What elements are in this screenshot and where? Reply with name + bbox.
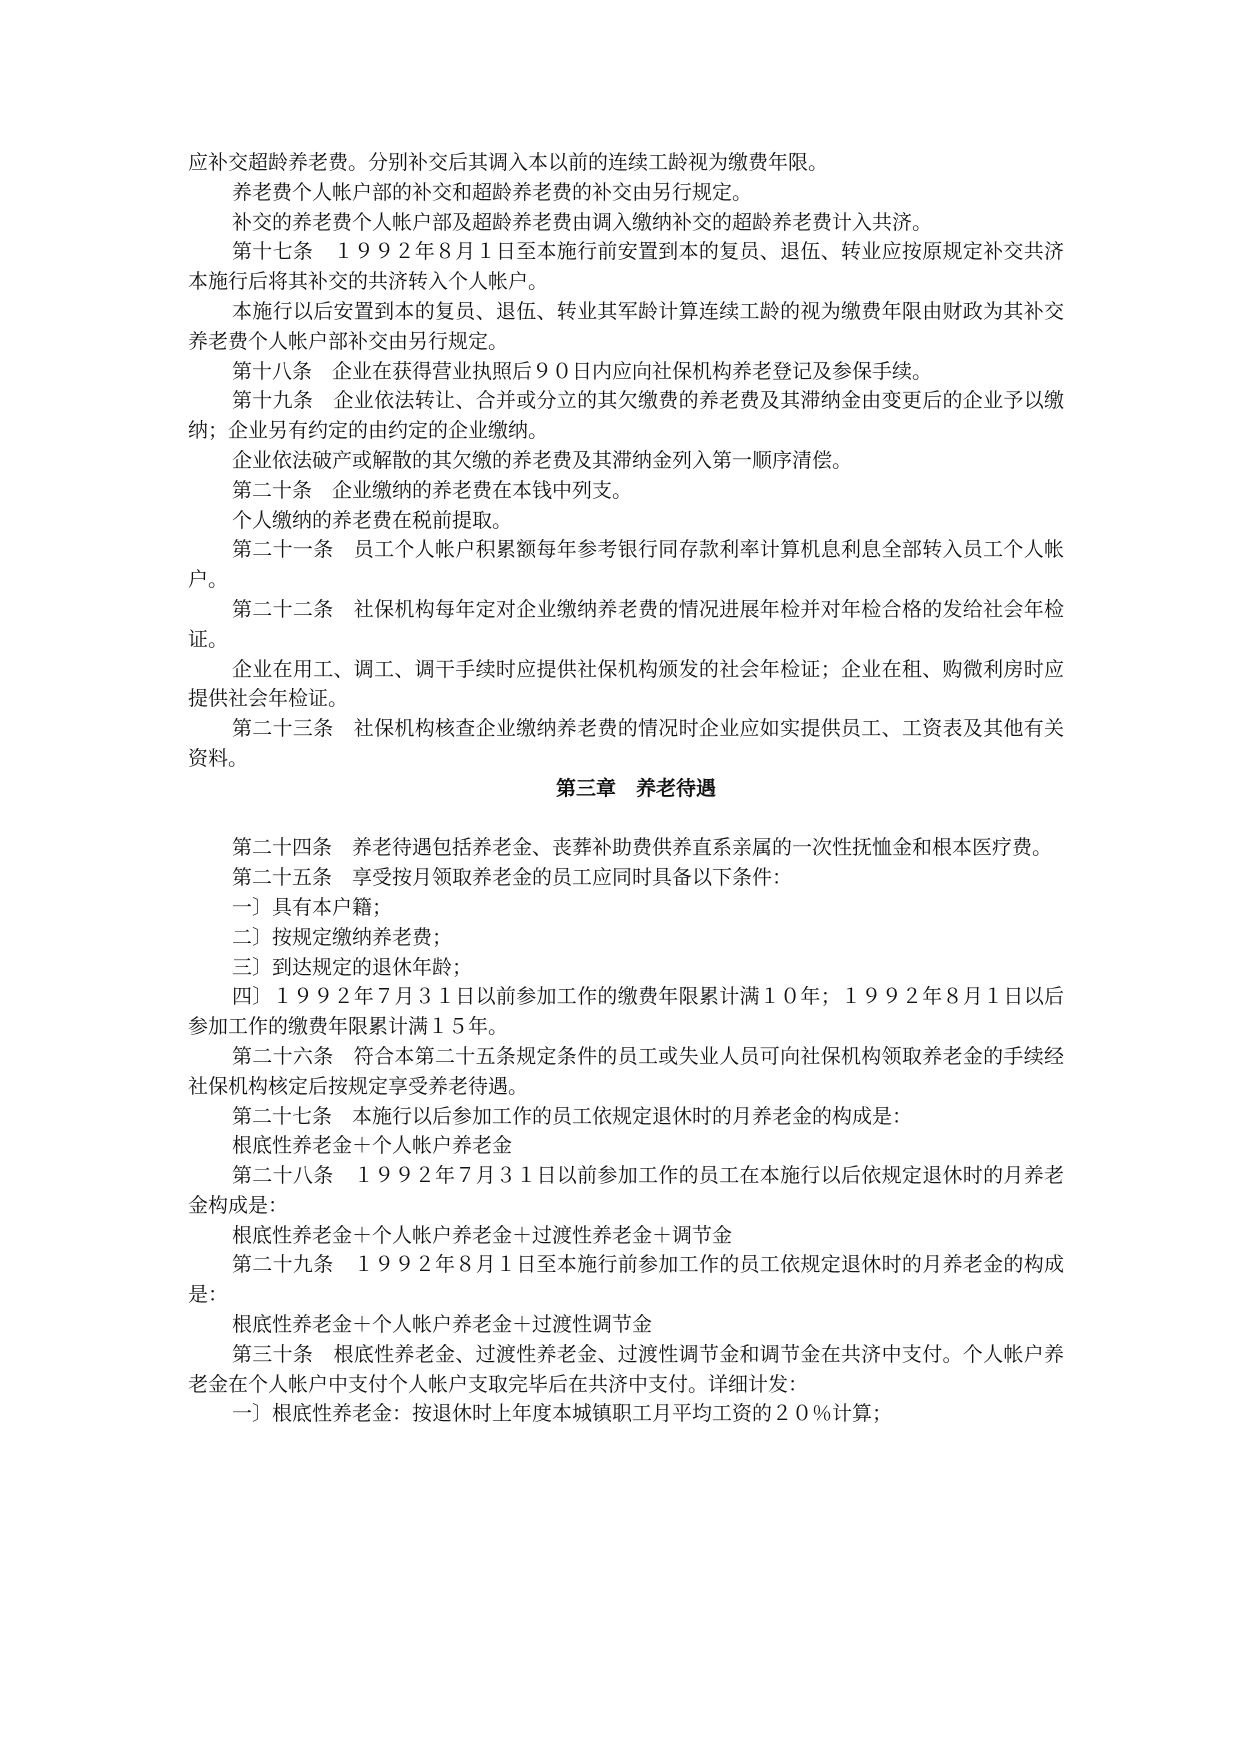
article-30: 第三十条 根底性养老金、过渡性养老金、过渡性调节金和调节金在共济中支付。个人帐户养老金在个人帐户中支付个人帐户支取完毕后在共济中支付。详细计发：	[188, 1341, 1064, 1396]
paragraph: 企业依法破产或解散的其欠缴的养老费及其滞纳金列入第一顺序清偿。	[232, 447, 852, 472]
article-27: 第二十七条 本施行以后参加工作的员工依规定退休时的月养老金的构成是：	[232, 1103, 912, 1128]
list-item: 一〕根底性养老金：按退休时上年度本城镇职工月平均工资的２０％计算；	[232, 1401, 892, 1426]
article-23: 第二十三条 社保机构核查企业缴纳养老费的情况时企业应如实提供员工、工资表及其他有关资料。	[188, 716, 1064, 770]
article-22: 第二十二条 社保机构每年定对企业缴纳养老费的情况进展年检并对年检合格的发给社会年检证。	[188, 596, 1064, 651]
list-item: 二〕按规定缴纳养老费；	[232, 924, 452, 949]
paragraph: 补交的养老费个人帐户部及超龄养老费由调入缴纳补交的超龄养老费计入共济。	[232, 209, 932, 234]
article-20: 第二十条 企业缴纳的养老费在本钱中列支。	[232, 477, 632, 502]
paragraph: 企业在用工、调工、调干手续时应提供社保机构颁发的社会年检证；企业在租、购微利房时应提供社会年检证。	[188, 656, 1064, 711]
paragraph: 个人缴纳的养老费在税前提取。	[232, 507, 512, 532]
document-page	[188, 148, 1064, 1429]
paragraph: 应补交超龄养老费。分别补交后其调入本以前的连续工龄视为缴费年限。	[188, 150, 828, 174]
article-18: 第十八条 企业在获得营业执照后９０日内应向社保机构养老登记及参保手续。	[232, 358, 932, 383]
article-21: 第二十一条 员工个人帐户积累额每年参考银行同存款利率计算机息利息全部转入员工个人帐户。	[188, 537, 1064, 592]
article-19: 第十九条 企业依法转让、合并或分立的其欠缴费的养老费及其滞纳金由变更后的企业予以缴纳；企业另有约定的由约定的企业缴纳。	[188, 388, 1064, 443]
article-28: 第二十八条 １９９２年７月３１日以前参加工作的员工在本施行以后依规定退休时的月养老金构成是：	[188, 1163, 1064, 1217]
article-29: 第二十九条 １９９２年８月１日至本施行前参加工作的员工依规定退休时的月养老金的构成是：	[188, 1252, 1064, 1307]
article-17: 第十七条 １９９２年８月１日至本施行前安置到本的复员、退伍、转业应按原规定补交共济本施行后将其补交的共济转入个人帐户。	[188, 239, 1064, 294]
list-item: 三〕到达规定的退休年龄；	[232, 954, 472, 979]
formula: 根底性养老金＋个人帐户养老金＋过渡性调节金	[232, 1312, 652, 1337]
paragraph: 养老费个人帐户部的补交和超龄养老费的补交由另行规定。	[232, 179, 752, 204]
list-item: 四〕１９９２年７月３１日以前参加工作的缴费年限累计满１０年；１９９２年８月１日以后参加工作的缴费年限累计满１５年。	[188, 984, 1064, 1039]
article-25: 第二十五条 享受按月领取养老金的员工应同时具备以下条件：	[232, 865, 792, 890]
list-item: 一〕具有本户籍；	[232, 894, 392, 919]
article-24: 第二十四条 养老待遇包括养老金、丧葬补助费供养直系亲属的一次性抚恤金和根本医疗费。	[232, 835, 1052, 860]
paragraph: 本施行以后安置到本的复员、退伍、转业其军龄计算连续工龄的视为缴费年限由财政为其补交养老费个人帐户部补交由另行规定。	[188, 298, 1064, 353]
article-26: 第二十六条 符合本第二十五条规定条件的员工或失业人员可向社保机构领取养老金的手续经社保机构核定后按规定享受养老待遇。	[188, 1043, 1064, 1098]
chapter-heading: 第三章 养老待遇	[556, 775, 716, 800]
formula: 根底性养老金＋个人帐户养老金＋过渡性养老金＋调节金	[232, 1222, 732, 1247]
formula: 根底性养老金＋个人帐户养老金	[232, 1133, 512, 1158]
